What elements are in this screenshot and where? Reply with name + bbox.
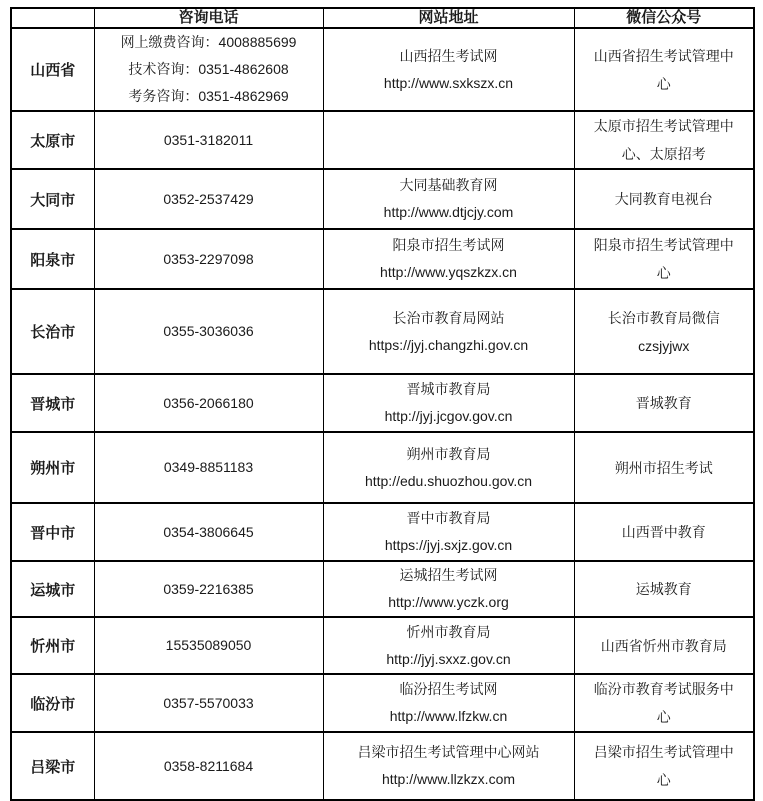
- wechat-cell: [574, 617, 754, 674]
- wechat-cell: [574, 229, 754, 289]
- site-name: 长治市教育局网站: [392, 309, 505, 326]
- wechat-cell: [574, 28, 754, 111]
- table-row: [11, 503, 754, 561]
- region-cell: 长治市: [11, 289, 94, 374]
- wechat-line: 太原市招生考试管理中心、太原招考: [593, 118, 734, 162]
- website-cell: [323, 561, 574, 617]
- wechat-line: 运城教育: [635, 581, 692, 597]
- region-cell: 吕梁市: [11, 732, 94, 800]
- site-name: 忻州市教育局: [406, 623, 491, 640]
- phone-cell: [94, 169, 323, 229]
- wechat-cell: [574, 374, 754, 432]
- site-url: http://edu.shuozhou.gov.cn: [364, 472, 533, 489]
- phone-line: 0352-2537429: [163, 190, 254, 207]
- site-url: http://jyj.sxxz.gov.cn: [386, 650, 511, 667]
- wechat-line: 山西晋中教育: [621, 524, 706, 540]
- phone-cell: [94, 674, 323, 732]
- website-cell: [323, 169, 574, 229]
- wechat-cell: [574, 503, 754, 561]
- phone-line: 网上缴费咨询：4008885699: [120, 34, 297, 50]
- wechat-line: 山西省招生考试管理中心: [593, 47, 734, 92]
- phone-line: 0357-5570033: [163, 694, 254, 711]
- region-cell: 阳泉市: [11, 229, 94, 289]
- table-row: [11, 617, 754, 674]
- table-row: [11, 169, 754, 229]
- phone-cell: [94, 289, 323, 374]
- wechat-line: czsjyjwx: [638, 337, 690, 354]
- column-header-region: [11, 8, 94, 28]
- header-row: [11, 8, 754, 28]
- table-row: [11, 432, 754, 503]
- phone-cell: [94, 732, 323, 800]
- wechat-cell: [574, 432, 754, 503]
- site-url: http://www.lfzkw.cn: [389, 708, 508, 724]
- table-row: [11, 374, 754, 432]
- site-name: 阳泉市招生考试网: [392, 237, 505, 253]
- phone-cell: [94, 432, 323, 503]
- region-cell: 山西省: [11, 28, 94, 111]
- site-url: https://jyj.changzhi.gov.cn: [368, 336, 529, 353]
- website-cell: [323, 503, 574, 561]
- table-row: [11, 561, 754, 617]
- phone-line: 技术咨询：0351-4862608: [128, 61, 289, 77]
- wechat-cell: [574, 169, 754, 229]
- region-cell: 忻州市: [11, 617, 94, 674]
- phone-cell: [94, 111, 323, 169]
- wechat-line: 山西省忻州市教育局: [600, 637, 727, 654]
- phone-line: 0359-2216385: [163, 580, 254, 597]
- phone-line: 0354-3806645: [163, 523, 254, 540]
- website-cell: [323, 111, 574, 169]
- table-body: [11, 28, 754, 800]
- site-url: http://www.dtjcjy.com: [383, 204, 514, 220]
- phone-line: 0353-2297098: [163, 250, 254, 267]
- wechat-line: 临汾市教育考试服务中心: [593, 681, 734, 725]
- website-cell: [323, 617, 574, 674]
- region-cell: 朔州市: [11, 432, 94, 503]
- site-url: https://jyj.sxjz.gov.cn: [384, 537, 513, 553]
- column-header-wechat: 微信公众号: [574, 8, 754, 28]
- region-cell: 运城市: [11, 561, 94, 617]
- website-cell: [323, 289, 574, 374]
- site-name: 运城招生考试网: [399, 567, 498, 583]
- phone-line: 15535089050: [165, 637, 252, 653]
- column-header-phone: 咨询电话: [94, 8, 323, 28]
- website-cell: [323, 732, 574, 800]
- phone-cell: [94, 617, 323, 674]
- wechat-line: 阳泉市招生考试管理中心: [593, 237, 734, 281]
- phone-line: 0351-3182011: [163, 131, 254, 148]
- wechat-line: 长治市教育局微信: [607, 309, 720, 326]
- column-header-website: 网站地址: [323, 8, 574, 28]
- region-cell: 大同市: [11, 169, 94, 229]
- wechat-cell: [574, 561, 754, 617]
- wechat-line: 晋城教育: [635, 395, 692, 411]
- region-cell: 临汾市: [11, 674, 94, 732]
- phone-cell: [94, 561, 323, 617]
- wechat-line: 大同教育电视台: [614, 191, 713, 207]
- site-url: http://jyj.jcgov.gov.cn: [384, 408, 513, 424]
- contact-table: [10, 7, 755, 801]
- site-url: http://www.yczk.org: [388, 594, 509, 610]
- site-url: http://www.yqszkzx.cn: [380, 264, 517, 280]
- table-header: [11, 8, 754, 28]
- table-row: [11, 28, 754, 111]
- wechat-line: 朔州市招生考试: [614, 459, 713, 476]
- site-name: 吕梁市招生考试管理中心网站: [357, 744, 540, 760]
- wechat-cell: [574, 289, 754, 374]
- phone-line: 0356-2066180: [163, 394, 254, 411]
- table-row: [11, 111, 754, 169]
- table-row: [11, 289, 754, 374]
- wechat-cell: [574, 111, 754, 169]
- site-url: http://www.llzkzx.com: [381, 771, 516, 787]
- region-cell: 太原市: [11, 111, 94, 169]
- site-name: 晋中市教育局: [406, 510, 491, 526]
- website-cell: [323, 432, 574, 503]
- site-url: http://www.sxkszx.cn: [383, 74, 514, 91]
- website-cell: [323, 28, 574, 111]
- site-name: 大同基础教育网: [399, 177, 498, 193]
- wechat-cell: [574, 732, 754, 800]
- region-cell: 晋中市: [11, 503, 94, 561]
- website-cell: [323, 229, 574, 289]
- table-row: [11, 674, 754, 732]
- website-cell: [323, 374, 574, 432]
- site-name: 临汾招生考试网: [399, 681, 498, 697]
- phone-cell: [94, 374, 323, 432]
- site-name: 晋城市教育局: [406, 381, 491, 397]
- phone-cell: [94, 229, 323, 289]
- phone-line: 0349-8851183: [163, 459, 254, 475]
- wechat-cell: [574, 674, 754, 732]
- wechat-line: 吕梁市招生考试管理中心: [593, 744, 734, 788]
- phone-line: 0355-3036036: [163, 323, 254, 339]
- phone-cell: [94, 503, 323, 561]
- site-name: 山西招生考试网: [399, 47, 498, 64]
- region-cell: 晋城市: [11, 374, 94, 432]
- phone-line: 考务咨询：0351-4862969: [128, 88, 289, 104]
- phone-cell: [94, 28, 323, 111]
- site-name: 朔州市教育局: [406, 445, 491, 462]
- website-cell: [323, 674, 574, 732]
- phone-line: 0358-8211684: [163, 757, 254, 774]
- table-row: [11, 732, 754, 800]
- table-row: [11, 229, 754, 289]
